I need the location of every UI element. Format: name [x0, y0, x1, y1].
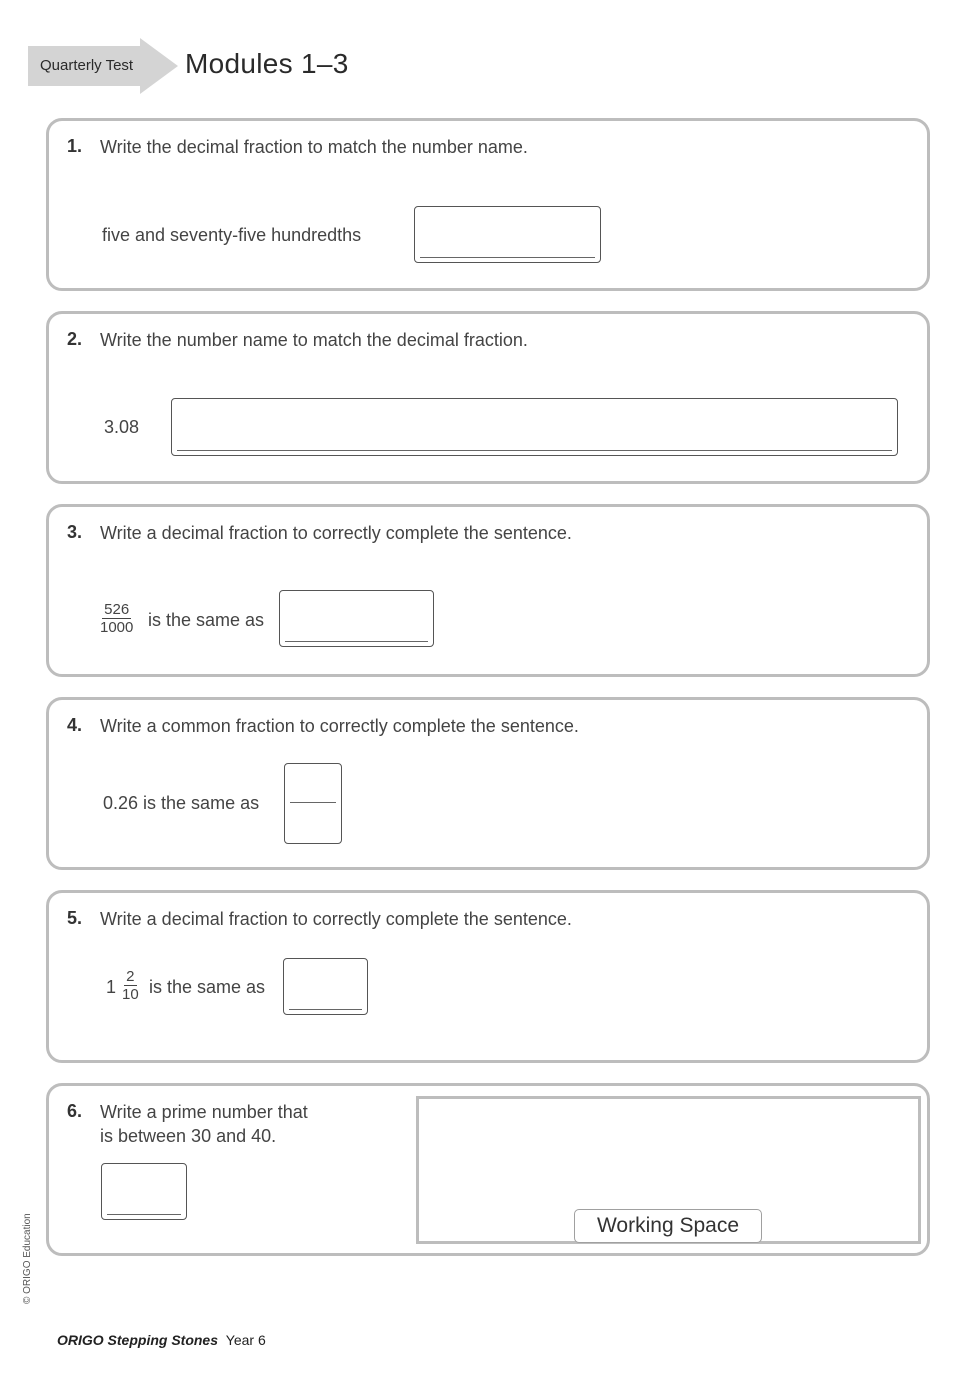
quarterly-test-label: Quarterly Test [40, 57, 134, 74]
fraction-numerator: 2 [126, 968, 135, 985]
question-number: 6. [67, 1101, 83, 1121]
footer-year: Year 6 [225, 1332, 266, 1348]
question-5-box [46, 890, 930, 1063]
fraction-bar [290, 802, 336, 803]
question-prompt: Write the number name to match the decimal fraction. [100, 330, 528, 350]
question-number: 1. [67, 136, 83, 156]
fraction-numerator: 526 [104, 601, 130, 618]
quarterly-test-tag [28, 38, 178, 94]
question-4-box [46, 697, 930, 870]
sentence-text: is the same as [149, 977, 266, 997]
question-3-box [46, 504, 930, 677]
question-prompt-line-1: Write a prime number that [100, 1102, 308, 1122]
question-2-box [46, 311, 930, 484]
copyright-text: © ORIGO Education [22, 1213, 33, 1304]
answer-line [177, 450, 892, 451]
sentence-text: is the same as [148, 610, 265, 630]
question-number: 3. [67, 522, 83, 542]
question-number: 5. [67, 908, 83, 928]
question-number: 2. [67, 329, 83, 349]
question-prompt: Write a decimal fraction to correctly complete the sentence. [100, 523, 572, 543]
answer-box[interactable] [171, 398, 898, 456]
working-space-label: Working Space [574, 1209, 762, 1243]
fraction [122, 968, 139, 1003]
answer-box[interactable] [283, 958, 368, 1015]
footer [57, 1332, 266, 1348]
question-prompt-line-2: is between 30 and 40. [100, 1126, 277, 1146]
fraction-denominator: 1000 [100, 619, 134, 636]
answer-box[interactable] [279, 590, 434, 647]
decimal-value: 3.08 [104, 417, 140, 437]
answer-line [285, 641, 428, 642]
number-name: five and seventy-five hundredths [102, 225, 362, 245]
question-prompt: Write a decimal fraction to correctly complete the sentence. [100, 909, 572, 929]
question-number: 4. [67, 715, 83, 735]
fraction-denominator: 10 [122, 986, 139, 1003]
question-prompt: Write the decimal fraction to match the number name. [100, 137, 528, 157]
answer-line [420, 257, 595, 258]
fraction [100, 601, 133, 636]
fraction-answer-box[interactable] [284, 763, 342, 844]
answer-box[interactable] [101, 1163, 187, 1220]
answer-line [107, 1214, 181, 1215]
question-prompt: Write a common fraction to correctly complete the sentence. [100, 716, 579, 736]
sentence-text: 0.26 is the same as [103, 793, 260, 813]
answer-line [289, 1009, 362, 1010]
whole-number: 1 [106, 977, 117, 997]
page-title: Modules 1–3 [185, 48, 349, 79]
answer-box[interactable] [414, 206, 601, 263]
footer-brand: ORIGO Stepping Stones [57, 1332, 219, 1348]
question-1-box [46, 118, 930, 291]
